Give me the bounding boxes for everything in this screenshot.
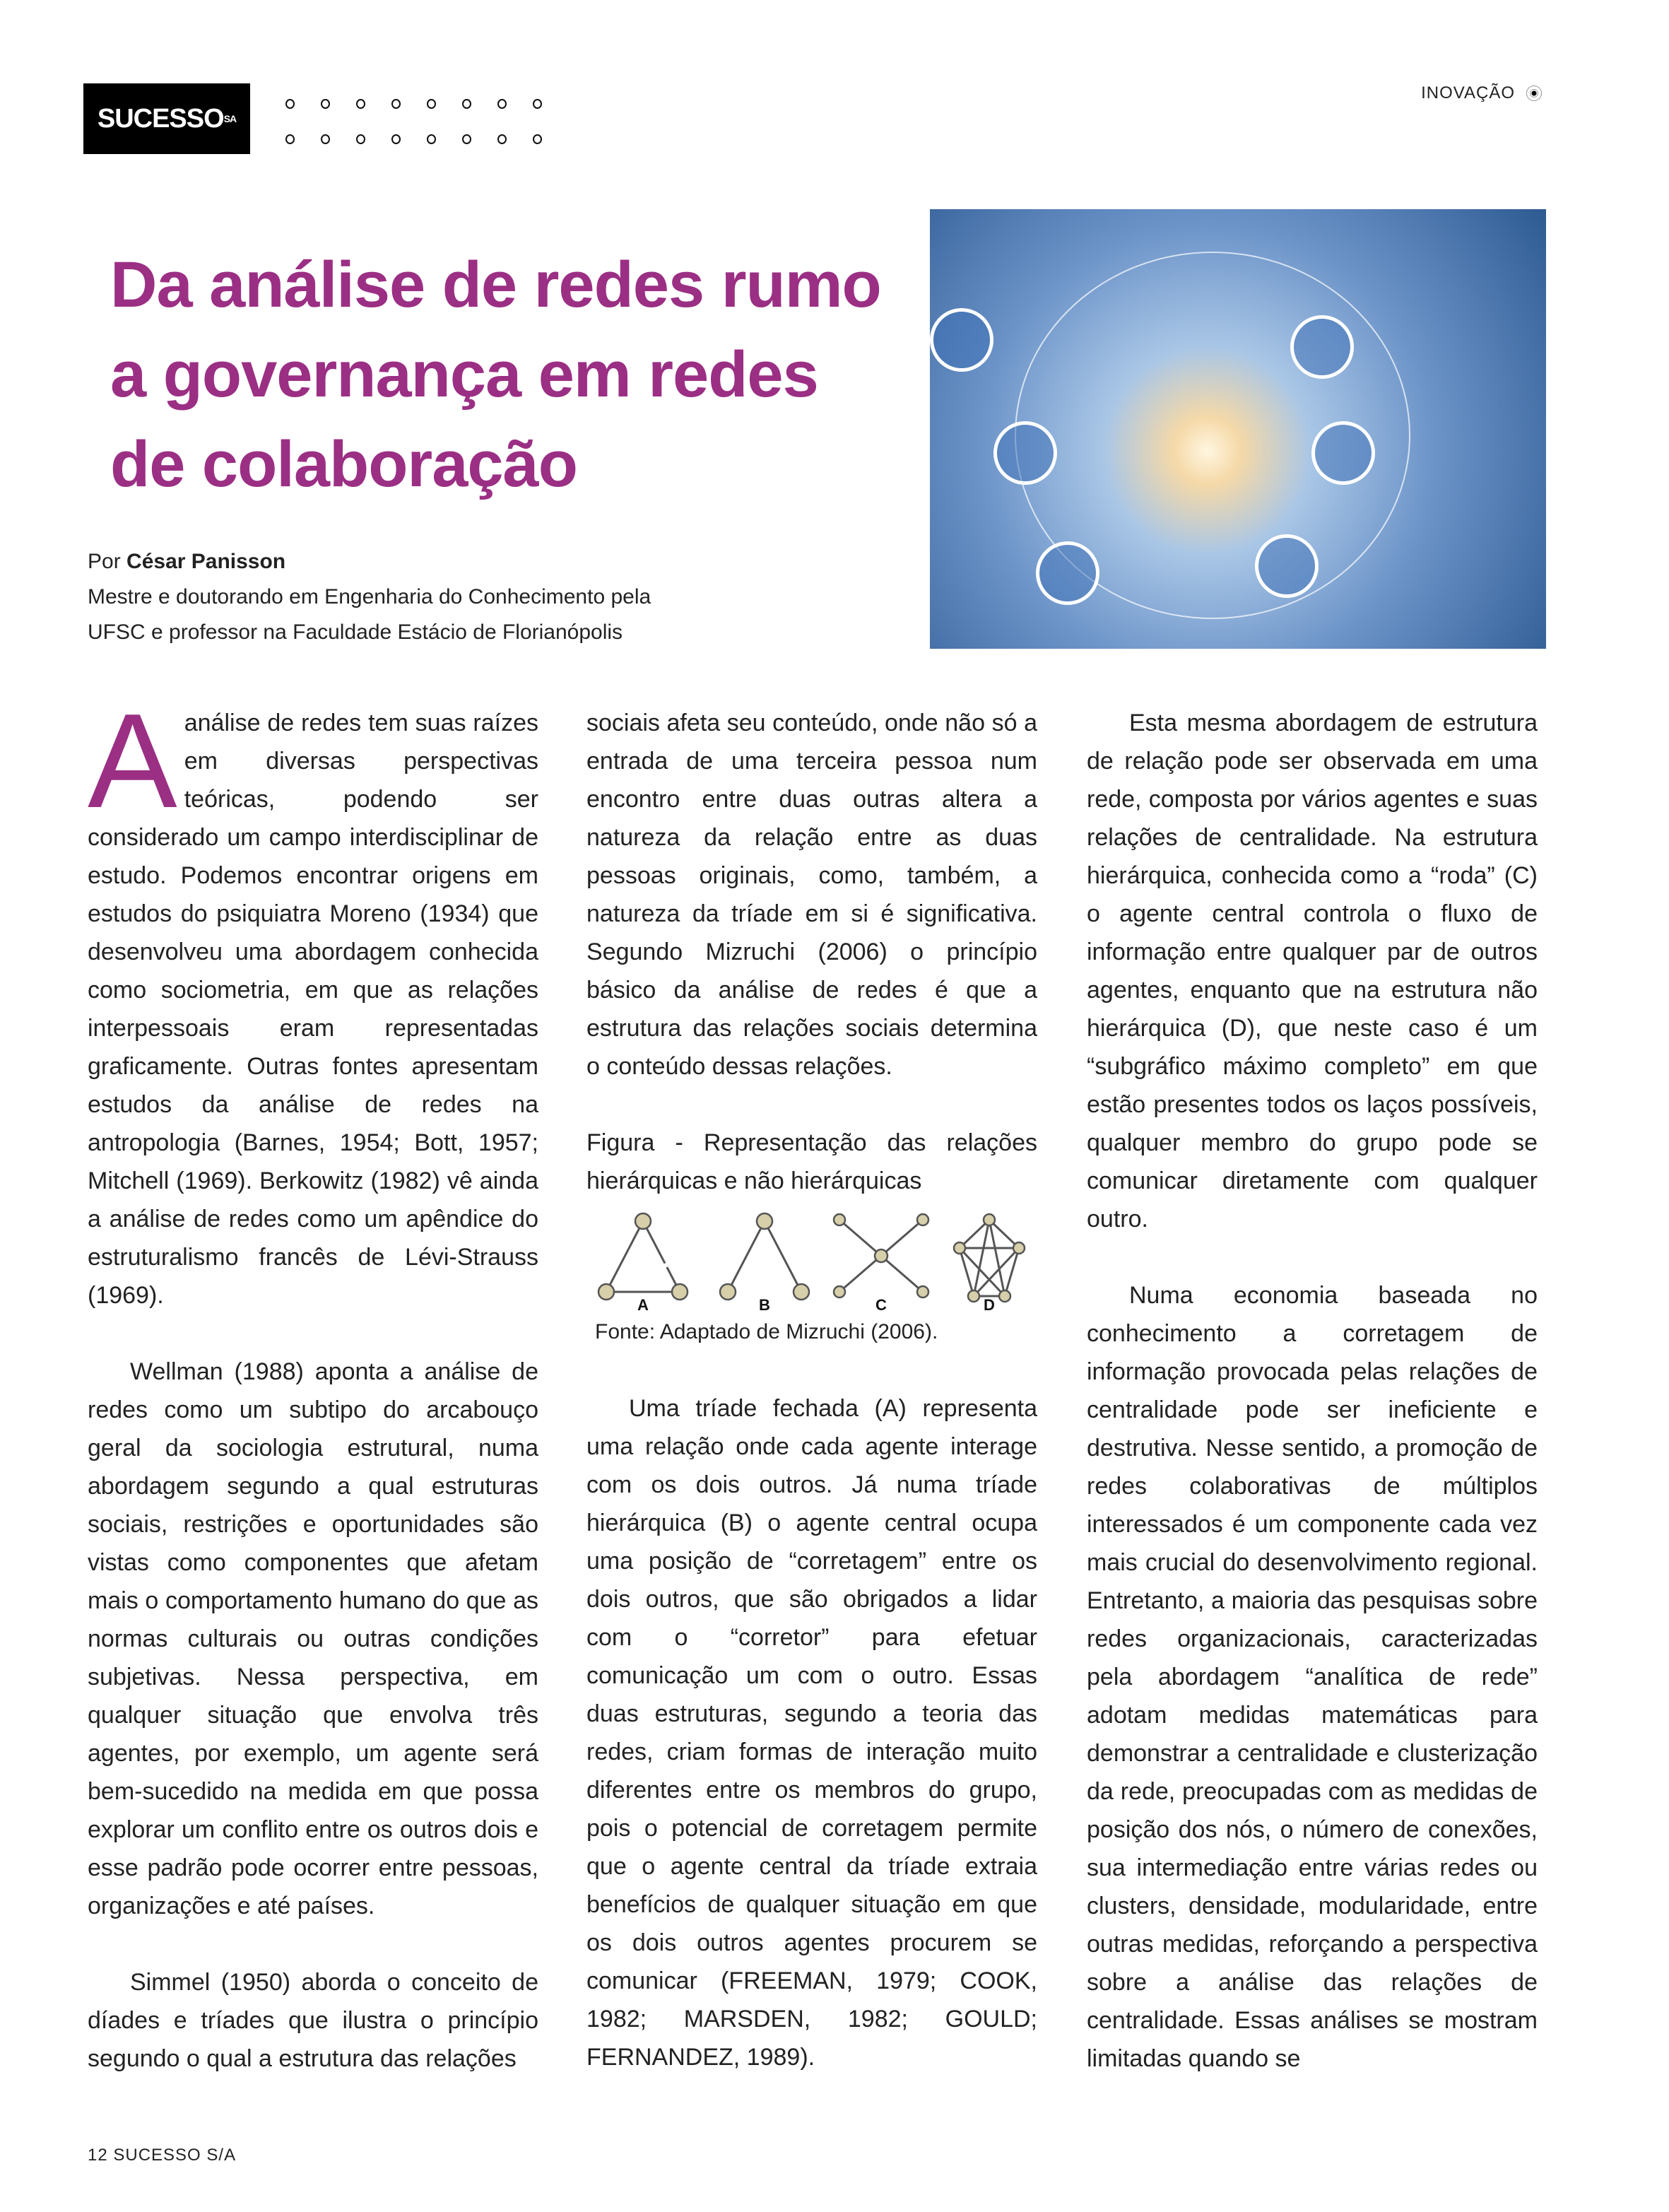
label-c: C bbox=[875, 1296, 887, 1310]
paragraph: Uma tríade fechada (A) representa uma relação onde cada agente interage com os dois outros. Já numa tríade hierárquica (B) o agente central ocupa uma posição de “corretagem” entre os dois outros, que são obrigados a lidar com o “corretor” para efetuar comunicação um com o outro. Essas duas estruturas, segundo a teoria das redes, criam formas de interação muito diferentes entre os membros do grupo, pois o potencial de corretagem permite que o agente central da tríade extraia benefícios de qualquer situação em que os dois outros agentes procurem se comunicar (FREEMAN, 1979; COOK, 1982; MARSDEN, 1982; GOULD; FERNANDEZ, 1989). bbox=[586, 1395, 1037, 2071]
node bbox=[954, 1242, 965, 1254]
node bbox=[917, 1214, 928, 1225]
paragraph: Numa economia baseada no conhecimento a corretagem de informação provocada pelas relações de centralidade pode ser ineficiente e destrutiva. Nesse sentido, a promoção de redes colaborativas de múltiplos interessados é um componente cada vez mais crucial do desenvolvimento regional. Entretanto, a maioria das pesquisas sobre redes organizacionais, caracterizadas pela abordagem “analítica de rede” adotam medidas matemáticas para demonstrar a centralidade e clusterização da rede, preocupadas com as medidas de posição dos nós, o número de conexões, sua intermediação entre várias redes ou clusters, densidade, modularidade, entre outras medidas, reforçando a perspectiva sobre a análise das relações de centralidade. Essas análises se mostram limitadas quando se bbox=[1087, 1282, 1538, 2072]
node bbox=[794, 1284, 809, 1300]
node bbox=[1013, 1242, 1025, 1254]
label-a: A bbox=[637, 1296, 649, 1310]
byline-prefix: Por bbox=[88, 550, 127, 573]
label-b: B bbox=[759, 1296, 770, 1310]
section-name: INOVAÇÃO bbox=[1421, 83, 1515, 102]
network-diagram bbox=[586, 1204, 1039, 1310]
paragraph: análise de redes tem suas raízes em diversas perspectivas teóricas, podendo ser considerado um campo interdisciplinar de estudo. Podemos encontrar origens em estudos do psiquiatra Moreno (1934) que desenvolveu uma abordagem conhecida como sociometria, em que as relações interpessoais eram representadas graficamente. Outras fontes apresentam estudos da análise de redes na antropologia (Barnes, 1954; Bott, 1957; Mitchell (1969). Berkowitz (1982) vê ainda a análise de redes como um apêndice do estruturalismo francês de Lévi-Strauss (1969). bbox=[88, 710, 538, 1309]
magazine-logo bbox=[83, 83, 250, 154]
label-d: D bbox=[984, 1296, 995, 1310]
column-1 bbox=[88, 686, 538, 2116]
column-2 bbox=[586, 704, 1037, 2114]
column-3 bbox=[1087, 704, 1538, 2116]
article-title: Da análise de redes rumo a governança em redes de colaboração bbox=[110, 249, 881, 500]
node bbox=[598, 1284, 614, 1300]
author-name: César Panisson bbox=[126, 550, 286, 573]
decorative-dots bbox=[285, 99, 568, 144]
node bbox=[917, 1286, 928, 1298]
paragraph: Simmel (1950) aborda o conceito de díades e tríades que ilustra o princípio segundo o qual a estrutura das relações bbox=[88, 1969, 538, 2072]
node bbox=[999, 1290, 1010, 1302]
paragraph: Wellman (1988) aponta a análise de redes como um subtipo do arcabouço geral da sociologia estrutural, numa abordagem segundo a qual estruturas sociais, restrições e oportunidades são vistas como componentes que afetam mais o comportamento humano do que as normas culturais ou outras condições subjetivas. Nessa perspectiva, em qualquer situação que envolva três agentes, por exemplo, um agente será bem-sucedido na medida em que possa explorar um conflito entre os outros dois e esse padrão pode ocorrer entre pessoas, organizações e até países. bbox=[88, 1358, 538, 1919]
node bbox=[834, 1286, 845, 1298]
globe-icon bbox=[1525, 84, 1543, 102]
figure-source: Fonte: Adaptado de Mizruchi (2006). bbox=[595, 1320, 938, 1343]
paragraph: Esta mesma abordagem de estrutura de relação pode ser observada em uma rede, composta por vários agentes e suas relações de centralidade. Na estrutura hierárquica, conhecida como a “roda” (C) o agente central controla o fluxo de informação entre qualquer par de outros agentes, enquanto que na estrutura não hierárquica (D), que neste caso é um “subgráfico máximo completo” em que estão presentes todos os laços possíveis, qualquer membro do grupo pode se comunicar diretamente com qualquer outro. bbox=[1087, 710, 1538, 1233]
logo-text: SUCESSO bbox=[97, 103, 224, 134]
author-block bbox=[88, 544, 651, 650]
author-bio: Mestre e doutorando em Engenharia do Conhecimento pela bbox=[88, 585, 651, 608]
paragraph: sociais afeta seu conteúdo, onde não só a entrada de uma terceira pessoa num encontro entre duas outras altera a natureza da relação entre as duas pessoas originais, como, também, a natureza da tríade em si é significativa. Segundo Mizruchi (2006) o princípio básico da análise de redes é que a estrutura das relações sociais determina o conteúdo dessas relações. bbox=[586, 710, 1037, 1080]
node bbox=[968, 1290, 979, 1302]
node bbox=[672, 1284, 688, 1300]
hero-image-robot-hand bbox=[930, 209, 1546, 649]
node bbox=[834, 1214, 845, 1225]
drop-cap: A bbox=[88, 686, 177, 836]
section-label bbox=[1421, 83, 1543, 103]
node bbox=[757, 1213, 772, 1229]
node bbox=[875, 1249, 887, 1262]
author-bio: UFSC e professor na Faculdade Estácio de Florianópolis bbox=[88, 620, 623, 644]
node bbox=[984, 1214, 995, 1225]
figure bbox=[586, 1124, 1037, 1351]
page-footer: 12 SUCESSO S/A bbox=[88, 2146, 237, 2165]
logo-suffix: SA bbox=[223, 113, 237, 124]
node bbox=[635, 1213, 651, 1229]
node bbox=[720, 1284, 736, 1300]
figure-caption: Figura - Representação das relações hierárquicas e não hierárquicas bbox=[586, 1129, 1037, 1194]
